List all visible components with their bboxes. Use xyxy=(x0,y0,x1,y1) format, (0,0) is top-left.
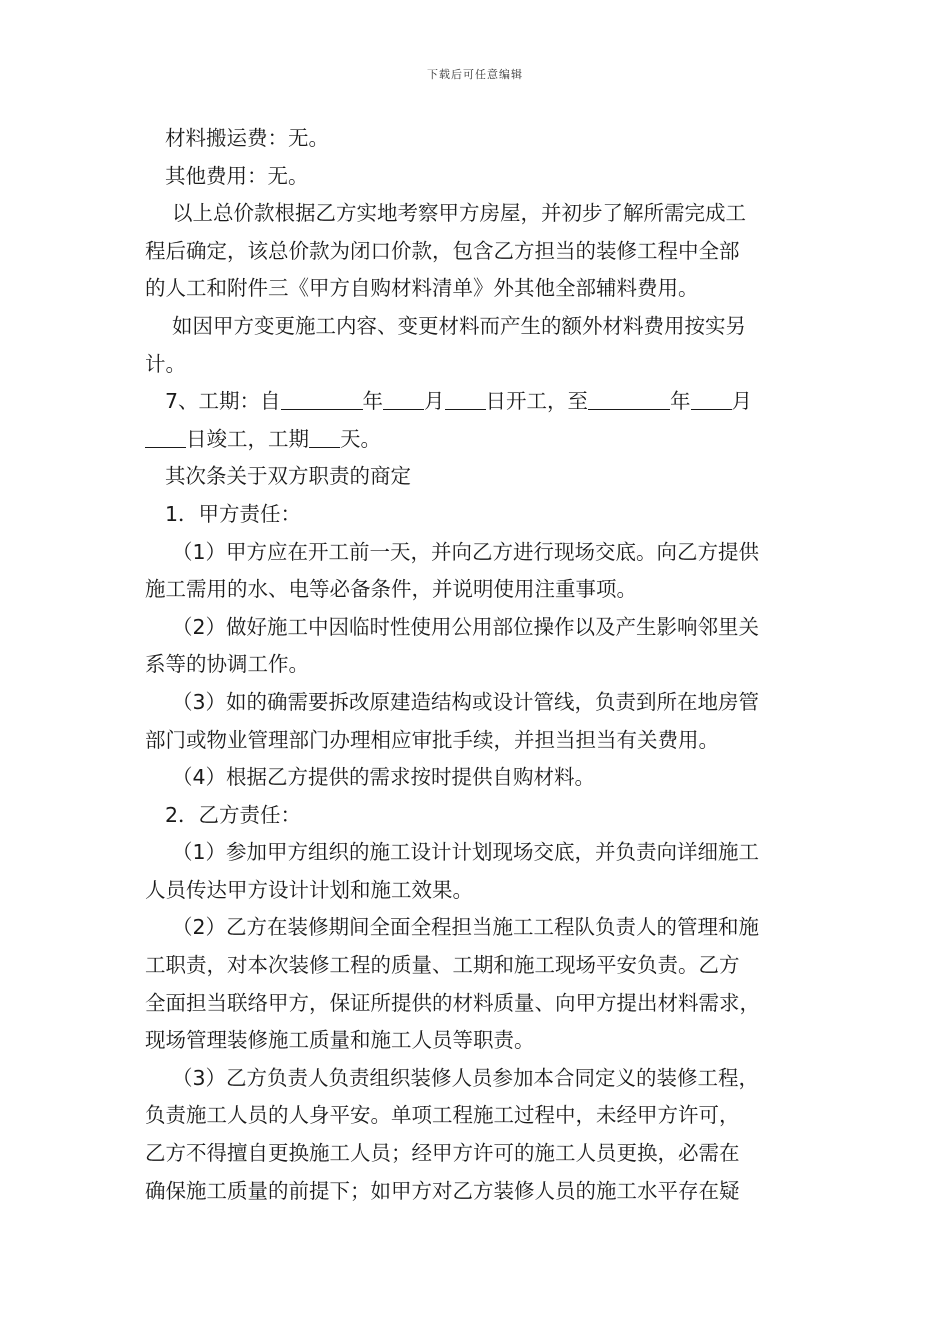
schedule-prefix: 7、工期：自 xyxy=(165,389,281,414)
paragraph-line: （1）甲方应在开工前一天，并向乙方进行现场交底。向乙方提供 xyxy=(172,539,760,564)
blank-start-day xyxy=(445,387,486,410)
blank-end-month xyxy=(691,387,732,410)
paragraph-line: （1）参加甲方组织的施工设计计划现场交底，并负责向详细施工 xyxy=(172,840,760,865)
paragraph-line: 其他费用：无。 xyxy=(165,163,309,188)
blank-start-month xyxy=(383,387,424,410)
paragraph-line: 工职责，对本次装修工程的质量、工期和施工现场平安负责。乙方 xyxy=(145,953,740,978)
paragraph-line: 的人工和附件三《甲方自购材料清单》外其他全部辅料费用。 xyxy=(145,276,699,301)
subsection-title: 1．甲方责任： xyxy=(165,501,302,526)
blank-end-day xyxy=(145,425,186,448)
schedule-year-label: 年 xyxy=(362,389,384,414)
schedule-month-label: 月 xyxy=(731,389,753,414)
paragraph-line: 程后确定，该总价款为闭口价款，包含乙方担当的装修工程中全部 xyxy=(145,238,740,263)
paragraph-line: （2）乙方在装修期间全面全程担当施工工程队负责人的管理和施 xyxy=(172,915,760,940)
paragraph-line: 现场管理装修施工质量和施工人员等职责。 xyxy=(145,1028,535,1053)
paragraph-line: 施工需用的水、电等必备条件，并说明使用注重事项。 xyxy=(145,577,637,602)
paragraph-line: 全面担当联络甲方，保证所提供的材料质量、向甲方提出材料需求， xyxy=(145,990,760,1015)
blank-duration xyxy=(309,425,340,448)
paragraph-line: 以上总价款根据乙方实地考察甲方房屋，并初步了解所需完成工 xyxy=(172,201,746,226)
paragraph-line: 确保施工质量的前提下；如甲方对乙方装修人员的施工水平存在疑 xyxy=(145,1178,740,1203)
paragraph-line: 部门或物业管理部门办理相应审批手续，并担当担当有关费用。 xyxy=(145,727,719,752)
subsection-title: 2．乙方责任： xyxy=(165,802,302,827)
paragraph-line: （3）如的确需要拆改原建造结构或设计管线，负责到所在地房管 xyxy=(172,689,760,714)
schedule-line-1 xyxy=(145,383,810,421)
schedule-month-label: 月 xyxy=(424,389,445,414)
paragraph-line: 乙方不得擅自更换施工人员；经甲方许可的施工人员更换，必需在 xyxy=(145,1141,740,1166)
paragraph-line: 人员传达甲方设计计划和施工效果。 xyxy=(145,877,473,902)
schedule-day-end-label: 日竣工，工期 xyxy=(186,426,309,451)
blank-start-year xyxy=(281,387,363,410)
schedule-line-2 xyxy=(145,421,810,459)
paragraph-line: 负责施工人员的人身平安。单项工程施工过程中，未经甲方许可， xyxy=(145,1103,740,1128)
section-title: 其次条关于双方职责的商定 xyxy=(165,464,411,489)
paragraph-line: （2）做好施工中因临时性使用公用部位操作以及产生影响邻里关 xyxy=(172,614,760,639)
paragraph-line: （3）乙方负责人负责组织装修人员参加本合同定义的装修工程， xyxy=(172,1065,760,1090)
paragraph-line: 系等的协调工作。 xyxy=(145,652,309,677)
schedule-year-label: 年 xyxy=(670,389,691,414)
schedule-day-start-label: 日开工，至 xyxy=(485,389,589,414)
paragraph-line: 计。 xyxy=(145,351,186,376)
paragraph-line: 材料搬运费：无。 xyxy=(165,126,329,150)
page-header: 下载后可任意编辑 xyxy=(427,68,523,81)
schedule-days-label: 天。 xyxy=(340,426,381,451)
paragraph-line: （4）根据乙方提供的需求按时提供自购材料。 xyxy=(172,765,596,790)
document-body xyxy=(145,120,810,1210)
blank-end-year xyxy=(588,387,670,410)
paragraph-line: 如因甲方变更施工内容、变更材料而产生的额外材料费用按实另 xyxy=(172,313,746,338)
